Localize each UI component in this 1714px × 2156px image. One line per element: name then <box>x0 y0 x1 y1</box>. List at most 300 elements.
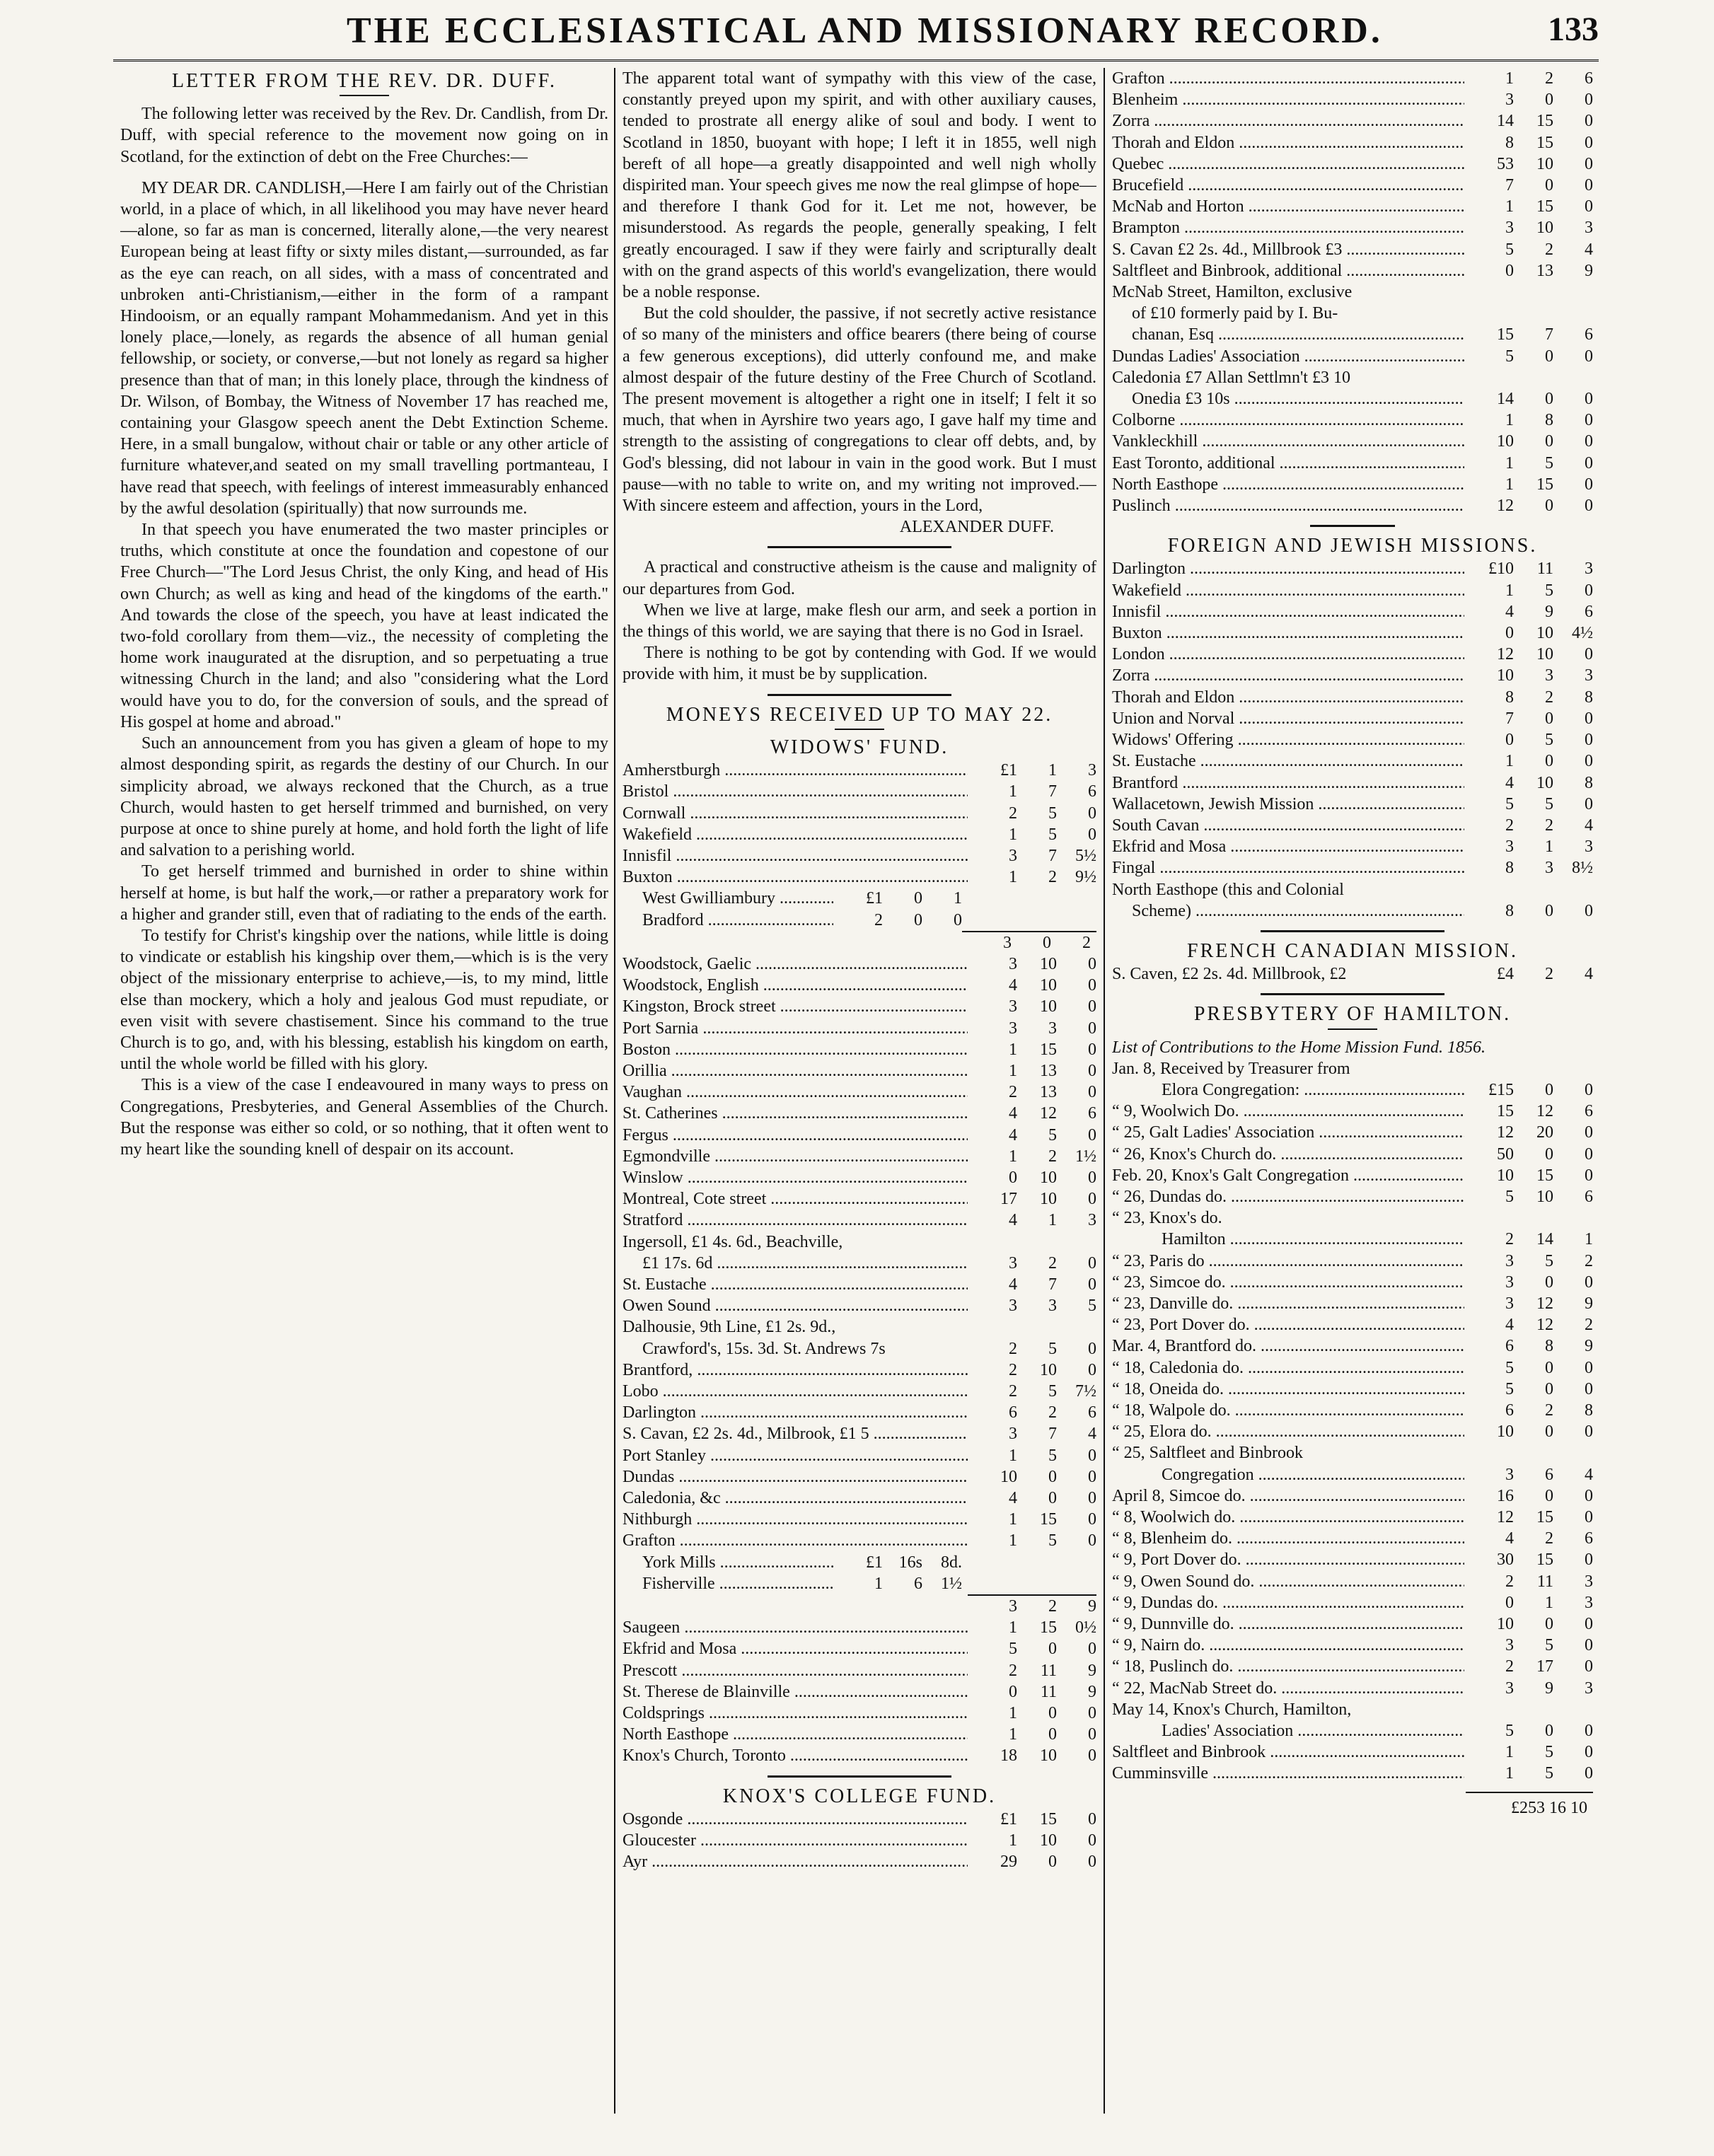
list-item <box>1112 794 1593 815</box>
entry-amount: 1 5 0 <box>1009 825 1096 844</box>
entry-name: “ 8, Woolwich do. ..... <box>1112 1507 1464 1528</box>
list-item: S. Caven, £2 2s. 4d. Millbrook, £2 £4 2 4 <box>1112 965 1593 984</box>
entry-name: Brampton ..... <box>1112 217 1464 238</box>
entry-name: Wallacetown, Jewish Mission ..... <box>1112 794 1464 815</box>
list-item <box>623 1402 1096 1423</box>
list-item <box>1112 1485 1593 1507</box>
letter-paragraph: The apparent total want of sympathy with this view of the case, constantly preyed upon my spirit, and with other auxiliary causes, tended to prostrate all energy alike of soul and body. I went to Scotland in 1850, buoyant with hope; I left it in 1855, well nigh bereft of all hope—a greatly disappointed and well nigh wholly dispirited man. Your speech gives me now the real glimpse of hope—and therefore I thank God for it. Let me not, however, be misunderstood. As regards the people, generally speaking, I felt greatly encouraged. I saw if they were fairly and scripturally dealt with on the grand aspects of this world's evangelization, there would be a noble response. <box>623 69 1096 302</box>
letter-paragraph: MY DEAR DR. CANDLISH,—Here I am fairly out of the Christian world, in a place of which, in all likelihood you may have never heard—alone, so far as man is concerned, literally alone,—the very nearest European being at least fifty or sixty miles distant,—surrounded, as far as the eye can reach, on all sides, with a mass of concentrated and unbroken anti-Christianism,—either in the form of a rampant Hindooism, or an equally rampant Mohammedanism. And yet in this lonely place,—lonely, as regards the absence of all human genial fellowship, or society, or converse,—but not lonely as regard sa higher presence than that of man; in this lonely place, through the kindness of Dr. Wilson, of Bombay, the Witness of November 17 has reached me, containing your Glasgow speech anent the Debt Extinction Scheme. Here, in a small bungalow, without chair or table or any other article of furniture whatever,and seated on my small travelling portmanteau, I have read that speech, with feelings of interest immeasurably enhanced by the awful desolation (spiritually) that now surrounds me. <box>120 178 608 518</box>
list-item <box>1112 132 1593 153</box>
list-item: Dundas Ladies' Association ..... 5 0 0 <box>1112 346 1593 367</box>
list-item <box>1112 474 1593 495</box>
entry-name: “ 25, Elora do. ..... <box>1112 1421 1464 1442</box>
list-item <box>1112 410 1593 431</box>
entry-amount: 7 0 0 <box>1505 176 1593 195</box>
maxim: When we live at large, make flesh our arm, and seek a portion in the things of this world, we are saying that there is no God in Israel. <box>623 601 1096 642</box>
entry-name: Mar. 4, Brantford do. ..... <box>1112 1335 1464 1357</box>
list-item <box>1112 68 1593 89</box>
list-item: Ingersoll, £1 4s. 6d., Beachville, <box>623 1232 843 1251</box>
entry-amount: 10 0 0 <box>1000 1467 1096 1486</box>
list-item <box>623 1188 1096 1210</box>
entry-amount: 1 8 0 <box>1505 411 1593 430</box>
entry-amount: 0 5 0 <box>1505 731 1593 750</box>
widows-fund-list <box>623 760 1096 1767</box>
entry-name: Owen Sound ..... <box>623 1295 968 1316</box>
entry-amount: 4 10 8 <box>1505 773 1593 792</box>
entry-amount: 10 0 0 <box>1497 1615 1593 1634</box>
entry-name: York Mills ..... <box>623 1552 833 1573</box>
list-item: “ 23, Knox's do. <box>1112 1209 1222 1228</box>
divider <box>1261 930 1444 932</box>
entry-amount: 3 3 0 <box>1009 1019 1096 1038</box>
list-item <box>623 1445 1096 1466</box>
entry-name: Grafton ..... <box>623 1530 968 1551</box>
entry-amount: 0 11 9 <box>1009 1682 1096 1701</box>
entry-name: April 8, Simcoe do. ..... <box>1112 1485 1464 1507</box>
entry-name: Stratford ..... <box>623 1210 968 1231</box>
foreign-missions-heading: FOREIGN AND JEWISH MISSIONS. <box>1167 535 1538 557</box>
divider <box>1466 1792 1593 1793</box>
list-item <box>623 1745 1096 1766</box>
column-divider <box>1104 68 1105 2114</box>
list-item <box>623 1039 1096 1060</box>
list-item: Scheme) ..... 8 0 0 <box>1112 900 1593 922</box>
entry-amount: 2 17 0 <box>1505 1657 1593 1676</box>
list-item <box>623 888 1096 909</box>
entry-amount: 0 1 3 <box>1505 1593 1593 1612</box>
entry-amount: £10 11 3 <box>1488 560 1593 579</box>
entry-amount: 29 0 0 <box>1000 1853 1096 1872</box>
entry-amount: 1 6 1½ <box>874 1574 962 1593</box>
list-item: £1 17s. 6d ..... 3 2 0 <box>623 1253 1096 1274</box>
entry-amount: 1 2 1½ <box>1009 1147 1096 1166</box>
list-item <box>623 1082 1096 1103</box>
entry-name: Boston ..... <box>623 1039 968 1060</box>
entry-name: “ 8, Blenheim do. ..... <box>1112 1528 1464 1549</box>
list-item <box>1112 772 1593 794</box>
list-item <box>1112 1613 1593 1635</box>
list-item <box>1112 1528 1593 1549</box>
entry-amount: 0 13 9 <box>1505 261 1593 280</box>
entry-amount: 3 5 0 <box>1505 1636 1593 1655</box>
column-1 <box>120 68 608 2114</box>
list-item <box>623 1381 1096 1402</box>
entry-name: Thorah and Eldon ..... <box>1112 132 1464 153</box>
entry-name: Colborne ..... <box>1112 410 1464 431</box>
list-item <box>1112 750 1593 772</box>
entry-name: Widows' Offering ..... <box>1112 729 1464 750</box>
divider <box>340 95 389 96</box>
entry-name: St. Eustache ..... <box>1112 750 1464 772</box>
list-item <box>623 845 1096 867</box>
entry-amount: 18 10 0 <box>1000 1746 1096 1766</box>
entry-amount: 1 5 0 <box>1009 1531 1096 1551</box>
list-item <box>1112 1549 1593 1570</box>
list-item <box>1112 601 1593 622</box>
list-item <box>623 1210 1096 1231</box>
entry-name: Coldsprings ..... <box>623 1703 968 1724</box>
list-item <box>623 1466 1096 1488</box>
list-item <box>623 1660 1096 1681</box>
entry-amount: 30 15 0 <box>1497 1551 1593 1570</box>
entry-amount: 5 2 4 <box>1505 240 1593 259</box>
entry-name: “ 18, Oneida do. ..... <box>1112 1379 1464 1400</box>
list-item <box>623 1573 1096 1594</box>
list-item <box>1112 1571 1593 1592</box>
entry-amount: 16 0 0 <box>1497 1486 1593 1505</box>
presbytery-subheading: List of Contributions to the Home Mission Fund. 1856. <box>1112 1038 1486 1057</box>
entry-name: Saltfleet and Binbrook, additional ..... <box>1112 260 1464 282</box>
list-item <box>623 1552 1096 1573</box>
entry-name: S. Cavan, £2 2s. 4d., Milbrook, £1 5 ..... <box>623 1423 968 1444</box>
entry-name: Brucefield ..... <box>1112 175 1464 196</box>
list-item <box>1112 1421 1593 1442</box>
entry-name: “ 23, Port Dover do. ..... <box>1112 1314 1464 1335</box>
entry-amount: 3 9 3 <box>1505 1679 1593 1698</box>
entry-name: “ 9, Nairn do. ..... <box>1112 1635 1464 1656</box>
entry-amount: 15 12 6 <box>1497 1102 1593 1121</box>
entry-name: St. Therese de Blainville ..... <box>623 1681 968 1703</box>
list-item <box>1112 708 1593 729</box>
list-item <box>1112 1507 1593 1528</box>
list-item <box>623 824 1096 845</box>
entry-name: Fisherville ..... <box>623 1573 833 1594</box>
entry-name: Quebec ..... <box>1112 153 1464 175</box>
entry-name: Ekfrid and Mosa ..... <box>1112 836 1464 857</box>
entry-name: Fingal ..... <box>1112 857 1464 879</box>
entry-amount: 6 2 6 <box>1009 1403 1096 1422</box>
entry-amount: 3 5 2 <box>1505 1251 1593 1270</box>
entry-name: McNab and Horton ..... <box>1112 196 1464 217</box>
entry-name: “ 23, Danville do. ..... <box>1112 1293 1464 1314</box>
maxim: A practical and constructive atheism is the cause and malignity of our departures from God. <box>623 558 1096 598</box>
journal-title: THE ECCLESIASTICAL AND MISSIONARY RECORD. <box>347 11 1383 51</box>
presbytery-heading: PRESBYTERY OF HAMILTON. <box>1193 1003 1512 1026</box>
entry-amount: 1 5 0 <box>1505 1764 1593 1783</box>
entry-amount: 3 7 4 <box>1009 1425 1096 1444</box>
entry-name: Puslinch ..... <box>1112 495 1464 516</box>
list-item <box>1112 260 1593 282</box>
entry-name: Wakefield ..... <box>1112 580 1464 601</box>
list-item: Ladies' Association ..... 5 0 0 <box>1112 1720 1593 1741</box>
list-item <box>623 1638 1096 1659</box>
entry-amount: 1 15 0 <box>1009 1040 1096 1059</box>
list-item <box>623 760 1096 781</box>
entry-name: East Toronto, additional ..... <box>1112 453 1464 474</box>
entry-amount: 4 2 6 <box>1505 1529 1593 1548</box>
list-item: Caledonia £7 Allan Settlmn't £3 10 <box>1112 368 1350 387</box>
entry-name: Zorra ..... <box>1112 665 1464 686</box>
list-item <box>623 996 1096 1017</box>
column-divider <box>614 68 615 2114</box>
entry-name: Port Stanley ..... <box>623 1445 968 1466</box>
entry-amount: 4 7 0 <box>1009 1275 1096 1294</box>
list-item: 3 2 9 <box>623 1594 1096 1617</box>
list-item <box>623 1488 1096 1509</box>
list-item <box>1112 1357 1593 1379</box>
entry-amount: 8 15 0 <box>1505 133 1593 152</box>
list-item: Elora Congregation: ..... £15 0 0 <box>1112 1079 1593 1101</box>
entry-name: Bristol ..... <box>623 781 968 802</box>
presbytery-total: £253 16 10 <box>1511 1798 1587 1817</box>
list-item <box>1112 729 1593 750</box>
list-item <box>623 803 1096 824</box>
list-item <box>1112 153 1593 175</box>
entry-amount: £1 0 1 <box>866 889 962 908</box>
letter-paragraph: Such an announcement from you has given a gleam of hope to my almost desponding spirit, as regards the destiny of our Church. In our simplicity abroad, we always reckoned that the Church, as a true Church, would hasten to get herself trimmed and burnished, on very purpose at once to shine purely at home, and hold forth the light of life and salvation to a perishing world. <box>120 734 608 860</box>
entry-name: Cornwall ..... <box>623 803 968 824</box>
divider <box>1328 1028 1377 1030</box>
list-item <box>1112 1165 1593 1186</box>
entry-amount: 10 15 0 <box>1497 1166 1593 1185</box>
list-item <box>623 910 1096 931</box>
entry-amount: 1 13 0 <box>1009 1061 1096 1080</box>
list-item <box>623 1103 1096 1124</box>
list-item <box>1112 1763 1593 1784</box>
entry-name: Thorah and Eldon ..... <box>1112 687 1464 708</box>
entry-name: Innisfil ..... <box>623 845 968 867</box>
entry-amount: 50 0 0 <box>1497 1144 1593 1164</box>
entry-name: “ 18, Puslinch do. ..... <box>1112 1656 1464 1677</box>
entry-name: Zorra ..... <box>1112 110 1464 132</box>
letter-signature: ALEXANDER DUFF. <box>899 518 1054 537</box>
entry-name: Egmondville ..... <box>623 1146 968 1167</box>
entry-name: Port Sarnia ..... <box>623 1018 968 1039</box>
entry-amount: 5 0 0 <box>1505 1379 1593 1398</box>
list-item: chanan, Esq ..... 15 7 6 <box>1112 324 1593 345</box>
list-item: North Easthope (this and Colonial <box>1112 880 1344 899</box>
entry-name: “ 9, Owen Sound do. ..... <box>1112 1571 1464 1592</box>
list-item <box>1112 1741 1593 1763</box>
entry-amount: 5 0 0 <box>1009 1640 1096 1659</box>
list-item <box>1112 495 1593 516</box>
entry-amount: 4 1 3 <box>1009 1211 1096 1230</box>
entry-name: Vankleckhill ..... <box>1112 431 1464 452</box>
list-item <box>623 1617 1096 1638</box>
entry-amount: 3 10 0 <box>1009 997 1096 1016</box>
list-item <box>1112 1678 1593 1699</box>
list-item <box>1112 1272 1593 1293</box>
list-item: Hamilton ..... 2 14 1 <box>1112 1229 1593 1250</box>
entry-name: “ 18, Caledonia do. ..... <box>1112 1357 1464 1379</box>
list-item <box>1112 644 1593 665</box>
list-item <box>1112 1314 1593 1335</box>
entry-name: Caledonia, &c ..... <box>623 1488 968 1509</box>
entry-name: St. Eustache ..... <box>623 1274 968 1295</box>
entry-amount: 1 5 0 <box>1505 453 1593 473</box>
entry-amount: 3 10 0 <box>1009 954 1096 973</box>
list-item <box>1112 89 1593 110</box>
entry-name: Kingston, Brock street ..... <box>623 996 968 1017</box>
entry-name: Bradford ..... <box>623 910 833 931</box>
list-item <box>1112 175 1593 196</box>
entry-name: S. Cavan £2 2s. 4d., Millbrook £3 ..... <box>1112 239 1464 260</box>
letter-paragraph: This is a view of the case I endeavoured in many ways to press on Congregations, Presbyteries, and General Assemblies of the Church. But the response was either so cold, or so nothing, that it often went to my heart like the sounding knell of despair on its account. <box>120 1076 608 1159</box>
list-item <box>623 1018 1096 1039</box>
entry-name: Wakefield ..... <box>623 824 968 845</box>
list-item <box>623 867 1096 888</box>
entry-amount: 2 5 0 <box>1009 804 1096 823</box>
entry-name: Osgonde ..... <box>623 1809 968 1830</box>
entry-name: Darlington ..... <box>623 1402 968 1423</box>
entry-name: Feb. 20, Knox's Galt Congregation ..... <box>1112 1165 1464 1186</box>
entry-amount: 1 5 0 <box>1505 581 1593 600</box>
list-item: Congregation ..... 3 6 4 <box>1112 1464 1593 1485</box>
list-item <box>1112 196 1593 217</box>
entry-name: Saugeen ..... <box>623 1617 968 1638</box>
entry-name: Gloucester ..... <box>623 1830 968 1851</box>
entry-amount: 3 0 0 <box>1505 1273 1593 1292</box>
entry-amount: 4 5 0 <box>1009 1125 1096 1144</box>
entry-name: Nithburgh ..... <box>623 1509 968 1530</box>
entry-amount: 1 15 0 <box>1505 475 1593 494</box>
divider <box>835 729 884 730</box>
list-item <box>1112 580 1593 601</box>
list-item <box>623 1167 1096 1188</box>
list-item <box>1112 622 1593 644</box>
entry-amount: £1 15 0 <box>1000 1809 1096 1828</box>
entry-amount: 2 10 0 <box>1009 1360 1096 1379</box>
divider <box>768 1775 951 1778</box>
entry-name: Cumminsville ..... <box>1112 1763 1464 1784</box>
entry-amount: 12 0 0 <box>1497 497 1593 516</box>
letter-paragraph: But the cold shoulder, the passive, if not secretly active resistance of so many of the ministers and office bearers (there being of course a few generous exceptions), did utterly confound me, and make almost despair of the future destiny of the Free Church of Scotland. The present movement is altogether a right one in itself; I felt it so much, that when in Ayrshire two years ago, I gave half my time and strength to the assisting of congregations to clear off debts, and, by God's blessing, did not labour in vain in the good work. But I must pause—with no table to write on, and my writing not improved.—With sincere esteem and affection, yours in the Lord, <box>623 304 1096 516</box>
list-item: Onedia £3 10s ..... 14 0 0 <box>1112 388 1593 410</box>
entry-amount: 1 2 6 <box>1505 69 1593 88</box>
list-item <box>623 1830 1096 1851</box>
entry-amount: 3 10 3 <box>1505 219 1593 238</box>
widows-fund-heading: WIDOWS' FUND. <box>770 736 949 758</box>
list-item <box>1112 665 1593 686</box>
entry-amount: 2 13 0 <box>1009 1083 1096 1102</box>
entry-name: “ 23, Simcoe do. ..... <box>1112 1272 1464 1293</box>
entry-amount: 10 0 0 <box>1497 1422 1593 1442</box>
list-item <box>623 1703 1096 1724</box>
entry-amount: 12 10 0 <box>1497 645 1593 664</box>
entry-amount: 2 5 7½ <box>1009 1381 1096 1401</box>
entry-name: Buxton ..... <box>1112 622 1464 644</box>
list-item <box>623 975 1096 996</box>
list-item <box>1112 857 1593 879</box>
entry-name: Buxton ..... <box>623 867 968 888</box>
list-item <box>1112 1186 1593 1207</box>
list-item <box>623 1360 1096 1381</box>
divider <box>1261 993 1444 995</box>
entry-name: Winslow ..... <box>623 1167 968 1188</box>
entry-amount: 6 2 8 <box>1505 1401 1593 1420</box>
list-item <box>1112 815 1593 836</box>
entry-name: Innisfil ..... <box>1112 601 1464 622</box>
entry-name: Knox's Church, Toronto ..... <box>623 1745 968 1766</box>
list-item: Dalhousie, 9th Line, £1 2s. 9d., <box>623 1318 836 1337</box>
entry-name: Brantford, ..... <box>623 1360 968 1381</box>
letter-paragraph: To testify for Christ's kingship over the nations, while little is doing to vindicate or establish his kingship over them,—which is is the very object of the missionary enterprise to achieve,—is, to my mind, little else than mockery, which a holy and jealous God must repudiate, or even visit with severe chastisement. Since his command to the true Church is to go, and, with his blessing, establish his kingdom on earth, until the whole world be filled with his glory. <box>120 926 608 1074</box>
list-item <box>623 954 1096 975</box>
entry-amount: 17 10 0 <box>1000 1190 1096 1209</box>
entry-name: Vaughan ..... <box>623 1082 968 1103</box>
list-item: of £10 formerly paid by I. Bu- <box>1132 304 1338 323</box>
moneys-heading: MONEYS RECEIVED UP TO MAY 22. <box>666 703 1053 726</box>
entry-name: “ 22, MacNab Street do. ..... <box>1112 1678 1464 1699</box>
entry-amount: 12 15 0 <box>1497 1508 1593 1526</box>
entry-name: Darlington ..... <box>1112 558 1464 579</box>
entry-amount: 1 2 9½ <box>1009 868 1096 887</box>
entry-amount: 53 10 0 <box>1497 154 1593 173</box>
entry-amount: 4 9 6 <box>1505 602 1593 621</box>
letter-paragraph: To get herself trimmed and burnished in order to shine within herself at home, is but half the work,—or rather a preparatory work for a higher and grander still, even that of radiating to the ends of the earth. <box>120 862 608 924</box>
entry-name: North Easthope ..... <box>1112 474 1464 495</box>
entry-amount: 10 0 0 <box>1497 432 1593 451</box>
list-item <box>623 1509 1096 1530</box>
entry-amount: 7 0 0 <box>1505 709 1593 728</box>
entry-amount: 5 5 0 <box>1505 794 1593 813</box>
divider <box>768 546 951 548</box>
entry-amount: 1 0 0 <box>1009 1704 1096 1723</box>
entry-amount: 14 15 0 <box>1497 112 1593 131</box>
entry-name: Orillia ..... <box>623 1060 968 1082</box>
entry-amount: 3 12 9 <box>1505 1294 1593 1313</box>
divider <box>768 694 951 696</box>
entry-name: Ekfrid and Mosa ..... <box>623 1638 968 1659</box>
list-item <box>623 1295 1096 1316</box>
entry-amount: 4 12 6 <box>1009 1104 1096 1123</box>
entry-amount: 1 0 0 <box>1009 1725 1096 1744</box>
list-item <box>623 1851 1096 1872</box>
entry-amount: 4 12 2 <box>1505 1316 1593 1335</box>
list-item <box>623 1146 1096 1167</box>
entry-name: North Easthope ..... <box>623 1724 968 1745</box>
entry-name: Amherstburgh ..... <box>623 760 968 781</box>
entry-name: “ 9, Dundas do. ..... <box>1112 1592 1464 1613</box>
entry-amount: 1 0 0 <box>1505 752 1593 771</box>
entry-amount: 4 10 0 <box>1009 976 1096 995</box>
letter-intro: The following letter was received by the Rev. Dr. Candlish, from Dr. Duff, with special reference to the movement now going on in Scotland, for the extinction of debt on the Free Churches:— <box>120 105 608 166</box>
list-item <box>1112 1101 1593 1122</box>
entry-amount: 1 15 0 <box>1505 197 1593 216</box>
list-item <box>1112 1122 1593 1143</box>
page-number: 133 <box>1548 11 1599 48</box>
entry-amount: 4 0 0 <box>1009 1489 1096 1507</box>
entry-amount: 1 5 0 <box>1009 1446 1096 1465</box>
list-item: Crawford's, 15s. 3d. St. Andrews 7s 2 5 0 <box>642 1339 1096 1358</box>
entry-amount: 1 5 0 <box>1505 1743 1593 1762</box>
entry-amount: 2 2 4 <box>1505 816 1593 835</box>
header-rule <box>113 59 1599 62</box>
entry-amount: 5 10 6 <box>1505 1187 1593 1206</box>
entry-amount: 3 7 5½ <box>1009 846 1096 865</box>
list-item <box>1112 1379 1593 1400</box>
entry-name: “ 9, Port Dover do. ..... <box>1112 1549 1464 1570</box>
entry-name: “ 23, Paris do ..... <box>1112 1251 1464 1272</box>
entry-name: Brantford ..... <box>1112 772 1464 794</box>
entry-amount: 5 0 0 <box>1505 1358 1593 1377</box>
entry-name: “ 26, Dundas do. ..... <box>1112 1186 1464 1207</box>
entry-name: Montreal, Cote street ..... <box>623 1188 968 1210</box>
entry-name: Blenheim ..... <box>1112 89 1464 110</box>
entry-name: “ 25, Galt Ladies' Association ..... <box>1112 1122 1464 1143</box>
letter-heading: LETTER FROM THE REV. DR. DUFF. <box>171 70 557 92</box>
entry-amount: 8 2 8 <box>1505 688 1593 707</box>
list-item <box>1112 217 1593 238</box>
entry-name: West Gwilliambury ..... <box>623 888 833 909</box>
entry-name: “ 9, Woolwich Do. ..... <box>1112 1101 1464 1122</box>
entry-amount: £1 16s 8d. <box>866 1553 962 1572</box>
list-item <box>623 1809 1096 1830</box>
list-item <box>1112 1635 1593 1656</box>
list-item <box>1112 1592 1593 1613</box>
entry-name: Dundas ..... <box>623 1466 968 1488</box>
letter-paragraph: In that speech you have enumerated the two master principles or truths, which constitute at once the foundation and copestone of our Free Church—"The Lord Jesus Christ, the only King, and head of His own Church; as well as king and head of the kingdoms of the earth." And towards the close of the speech, you have at least indicated the two-fold corollary from them—viz., the necessity of completing the home work inaugurated at the disruption, and so perpetuating a true witnessing Church in the land; and also "considering what the Lord would have you to do, for the conversion of souls, and the spread of His gospel at home and abroad." <box>120 521 608 731</box>
